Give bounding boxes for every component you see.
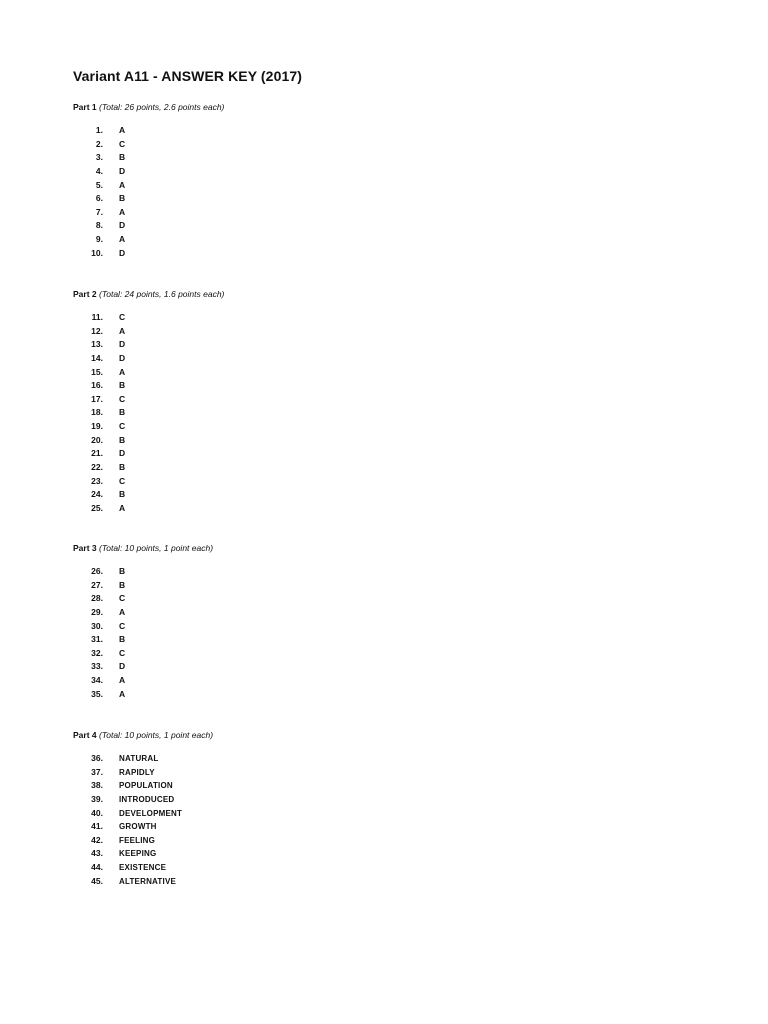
answer-value: ALTERNATIVE xyxy=(119,876,177,886)
answer-number: 5. xyxy=(95,179,103,190)
answer-value: INTRODUCED xyxy=(119,794,175,804)
answer-number: 31. xyxy=(91,634,103,645)
answer-number: 14. xyxy=(91,352,103,363)
answer-number: 16. xyxy=(91,380,103,391)
answer-number: 30. xyxy=(91,620,103,631)
answer-number: 11. xyxy=(91,312,103,322)
answer-value: D xyxy=(119,247,126,258)
answer-value: A xyxy=(119,325,126,336)
answer-value: A xyxy=(119,606,126,617)
answer-value: B xyxy=(119,462,126,473)
answer-value: C xyxy=(119,475,126,486)
answer-number: 8. xyxy=(95,220,103,231)
answer-value: C xyxy=(119,393,126,404)
answer-value: D xyxy=(119,352,126,363)
answer-number: 17. xyxy=(91,393,103,404)
answer-value: D xyxy=(119,448,126,459)
answer-number: 28. xyxy=(91,593,103,604)
answer-number: 18. xyxy=(91,407,103,418)
answer-number: 39. xyxy=(91,793,103,804)
answer-number: 25. xyxy=(91,502,103,513)
answer-number: 6. xyxy=(95,193,103,204)
part-3-note: (Total: 10 points, 1 point each) xyxy=(99,543,214,553)
answer-value: FEELING xyxy=(119,835,156,845)
answer-value: B xyxy=(119,152,126,163)
answer-number: 44. xyxy=(91,862,103,873)
answer-number: 24. xyxy=(91,489,103,500)
answer-value: NATURAL xyxy=(119,754,159,763)
answer-number: 29. xyxy=(91,606,103,617)
answer-value: A xyxy=(119,179,126,190)
answer-number: 1. xyxy=(95,125,103,135)
answer-number: 21. xyxy=(91,448,103,459)
answer-number: 35. xyxy=(91,688,103,699)
answer-number: 4. xyxy=(95,165,103,176)
answer-number: 20. xyxy=(91,434,103,445)
answer-value: C xyxy=(119,620,126,631)
part-1-label: Part 1 xyxy=(73,102,97,112)
part-3-label: Part 3 xyxy=(73,543,97,553)
answer-value: KEEPING xyxy=(119,849,157,859)
answer-value: D xyxy=(119,165,126,176)
part-1-heading xyxy=(73,102,224,112)
answer-number: 37. xyxy=(91,766,103,777)
answer-number: 10. xyxy=(91,247,103,258)
part-4-heading xyxy=(73,730,213,740)
part-1-note: (Total: 26 points, 2.6 points each) xyxy=(99,102,225,112)
answer-number: 32. xyxy=(91,647,103,658)
answer-value: POPULATION xyxy=(119,781,173,791)
answer-value: B xyxy=(119,489,126,500)
answer-number: 12. xyxy=(91,325,103,336)
answer-value: GROWTH xyxy=(119,822,157,832)
part-2-heading xyxy=(73,289,224,299)
answer-value: A xyxy=(119,502,126,513)
answer-value: B xyxy=(119,634,126,645)
answer-value: A xyxy=(119,206,126,217)
answer-value: D xyxy=(119,661,126,672)
answer-number: 7. xyxy=(95,206,103,217)
answer-number: 43. xyxy=(91,848,103,859)
answer-value: C xyxy=(119,647,126,658)
answer-value: C xyxy=(119,593,126,604)
page-title: Variant A11 - ANSWER KEY (2017) xyxy=(73,68,302,84)
part-4-note: (Total: 10 points, 1 point each) xyxy=(99,730,214,740)
answer-number: 45. xyxy=(91,875,103,886)
answer-number: 13. xyxy=(91,339,103,350)
part-4-label: Part 4 xyxy=(73,730,97,740)
answer-number: 36. xyxy=(91,753,103,763)
answer-value: B xyxy=(119,579,126,590)
answer-value: B xyxy=(119,193,126,204)
answer-value: EXISTENCE xyxy=(119,863,167,873)
answer-value: A xyxy=(119,234,126,245)
answer-number: 26. xyxy=(91,566,103,576)
answer-value: B xyxy=(119,566,126,576)
answer-number: 33. xyxy=(91,661,103,672)
answer-value: D xyxy=(119,220,126,231)
answer-number: 19. xyxy=(91,421,103,432)
answer-value: A xyxy=(119,675,126,686)
answer-value: DEVELOPMENT xyxy=(119,808,183,818)
answer-number: 41. xyxy=(91,821,103,832)
answer-value: A xyxy=(119,366,126,377)
answer-value: RAPIDLY xyxy=(119,767,155,777)
answer-number: 15. xyxy=(91,366,103,377)
answer-number: 2. xyxy=(95,138,103,149)
part-3-heading xyxy=(73,543,213,553)
part-2-label: Part 2 xyxy=(73,289,97,299)
answer-number: 3. xyxy=(95,152,103,163)
answer-number: 27. xyxy=(91,579,103,590)
part-2-note: (Total: 24 points, 1.6 points each) xyxy=(99,289,225,299)
answer-value: B xyxy=(119,407,126,418)
answer-value: B xyxy=(119,380,126,391)
answer-number: 38. xyxy=(91,780,103,791)
answer-number: 34. xyxy=(91,675,103,686)
answer-number: 22. xyxy=(91,462,103,473)
answer-value: A xyxy=(119,688,126,699)
answer-number: 9. xyxy=(95,234,103,245)
answer-value: C xyxy=(119,421,126,432)
answer-number: 23. xyxy=(91,475,103,486)
answer-value: C xyxy=(119,138,126,149)
answer-value: C xyxy=(119,312,126,322)
answer-value: B xyxy=(119,434,126,445)
answer-value: A xyxy=(119,125,126,135)
answer-value: D xyxy=(119,339,126,350)
answer-number: 42. xyxy=(91,834,103,845)
answer-number: 40. xyxy=(91,807,103,818)
